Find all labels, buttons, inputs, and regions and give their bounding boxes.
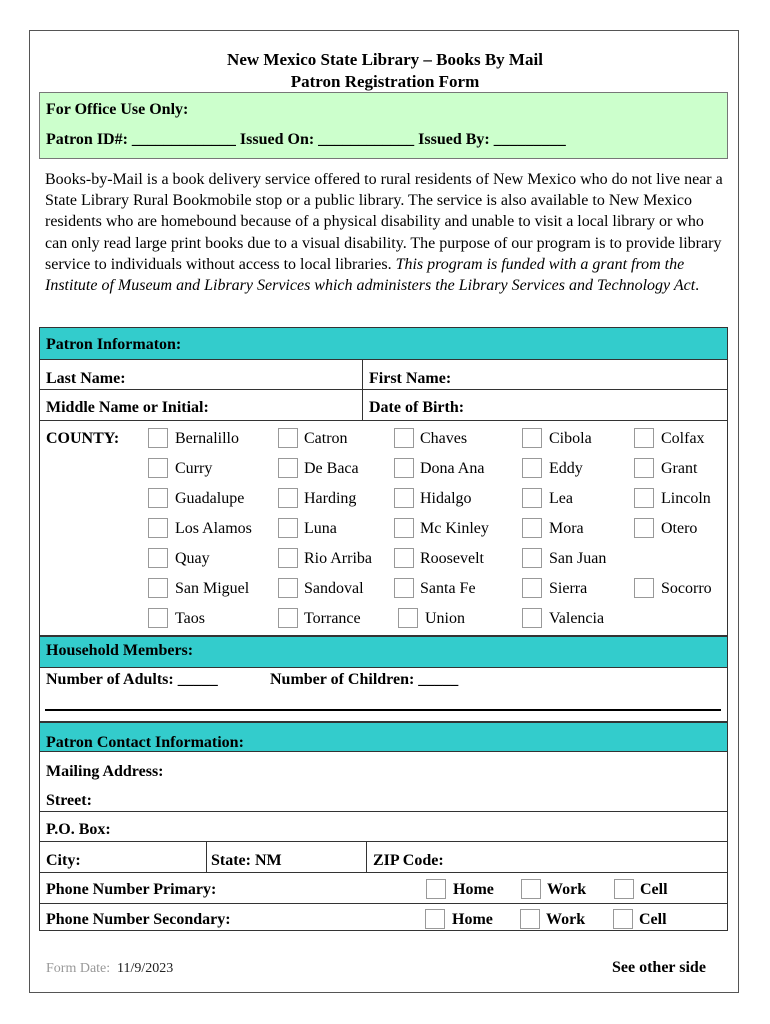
county-label-text: Torrance xyxy=(304,610,361,627)
county-label-text: Socorro xyxy=(661,580,712,597)
last-name-field[interactable]: Last Name: xyxy=(46,370,126,387)
county-label-text: Valencia xyxy=(549,610,605,627)
divider xyxy=(366,841,367,872)
county-checkbox[interactable] xyxy=(522,548,542,568)
county-label-text: Curry xyxy=(175,460,213,477)
county-checkbox[interactable] xyxy=(522,458,542,478)
county-label-text: Mc Kinley xyxy=(420,520,489,537)
county-checkbox[interactable] xyxy=(278,428,298,448)
county-label-text: Otero xyxy=(661,520,698,537)
county-checkbox[interactable] xyxy=(148,608,168,628)
po-box-field[interactable]: P.O. Box: xyxy=(46,821,111,838)
secondary-cell-checkbox[interactable] xyxy=(613,909,633,929)
county-label-text: Lea xyxy=(549,490,573,507)
county-checkbox[interactable] xyxy=(394,518,414,538)
county-label-text: Eddy xyxy=(549,460,583,477)
county-label-text: Grant xyxy=(661,460,698,477)
county-label-text: Sierra xyxy=(549,580,588,597)
county-checkbox[interactable] xyxy=(278,608,298,628)
county-label-text: Guadalupe xyxy=(175,490,245,507)
divider xyxy=(39,420,728,421)
county-checkbox[interactable] xyxy=(522,488,542,508)
county-checkbox[interactable] xyxy=(522,428,542,448)
county-checkbox[interactable] xyxy=(148,518,168,538)
office-use-box xyxy=(39,92,728,159)
county-label-text: De Baca xyxy=(304,460,359,477)
divider xyxy=(39,872,728,873)
county-checkbox[interactable] xyxy=(398,608,418,628)
county-label-text: Lincoln xyxy=(661,490,711,507)
county-checkbox[interactable] xyxy=(522,608,542,628)
county-label: COUNTY: xyxy=(46,430,120,447)
see-other-side: See other side xyxy=(612,959,706,976)
first-name-field[interactable]: First Name: xyxy=(369,370,452,387)
secondary-cell-label: Cell xyxy=(639,911,667,928)
street-field[interactable]: Street: xyxy=(46,792,92,809)
county-label-text: Santa Fe xyxy=(420,580,476,597)
county-checkbox[interactable] xyxy=(634,428,654,448)
county-checkbox[interactable] xyxy=(522,578,542,598)
zip-code-field[interactable]: ZIP Code: xyxy=(373,852,444,869)
household-heading: Household Members: xyxy=(46,642,194,659)
county-label-text: Quay xyxy=(175,550,210,567)
county-checkbox[interactable] xyxy=(394,548,414,568)
office-heading: For Office Use Only: xyxy=(46,101,189,118)
middle-name-field[interactable]: Middle Name or Initial: xyxy=(46,399,209,416)
county-checkbox[interactable] xyxy=(278,548,298,568)
county-label-text: Bernalillo xyxy=(175,430,239,447)
phone-primary-field[interactable]: Phone Number Primary: xyxy=(46,881,217,898)
county-checkbox[interactable] xyxy=(394,428,414,448)
divider xyxy=(39,903,728,904)
county-label-text: Cibola xyxy=(549,430,592,447)
county-checkbox[interactable] xyxy=(278,578,298,598)
form-date-label: Form Date: xyxy=(46,961,111,976)
county-checkbox[interactable] xyxy=(278,518,298,538)
form-subtitle: Patron Registration Form xyxy=(290,72,480,91)
contact-heading: Patron Contact Information: xyxy=(46,734,244,751)
county-checkbox[interactable] xyxy=(634,578,654,598)
intro-text: Books-by-Mail is a book delivery service offered to rural residents of New Mexico who do not live near a State Library Rural Bookmobile stop or a public library. The service is also available to New Mexico residents who are homebound because of a physical disability and unable to visit a local library or who can only read large print books due to a visual disability. The purpose of our program is to provide library service to individuals without access to local libraries. xyxy=(45,171,723,273)
county-checkbox[interactable] xyxy=(148,548,168,568)
secondary-work-label: Work xyxy=(546,911,586,928)
county-label-text: Rio Arriba xyxy=(304,550,372,567)
county-checkbox[interactable] xyxy=(278,488,298,508)
children-field[interactable]: Number of Children: _____ xyxy=(270,671,459,688)
intro-paragraph xyxy=(45,169,730,296)
primary-work-label: Work xyxy=(547,881,587,898)
county-label-text: Mora xyxy=(549,520,584,537)
county-label-text: Colfax xyxy=(661,430,705,447)
state-field: State: NM xyxy=(211,852,282,869)
patron-info-header xyxy=(39,327,728,360)
form-date-value: 11/9/2023 xyxy=(117,961,174,976)
county-checkbox[interactable] xyxy=(148,428,168,448)
county-checkbox[interactable] xyxy=(148,578,168,598)
form-title: New Mexico State Library – Books By Mail xyxy=(227,50,543,69)
contact-header xyxy=(39,722,728,752)
intro-end: . xyxy=(695,277,700,295)
county-label-text: Los Alamos xyxy=(175,520,252,537)
divider xyxy=(39,389,728,390)
primary-work-checkbox[interactable] xyxy=(521,879,541,899)
county-label-text: Chaves xyxy=(420,430,468,447)
office-fields: Patron ID#: _____________ Issued On: ____________ Issued By: _________ xyxy=(46,131,566,148)
divider xyxy=(39,841,728,842)
county-label-text: Hidalgo xyxy=(420,490,472,507)
date-of-birth-field[interactable]: Date of Birth: xyxy=(369,399,465,416)
county-label-text: Sandoval xyxy=(304,580,364,597)
primary-cell-checkbox[interactable] xyxy=(614,879,634,899)
mailing-address-label: Mailing Address: xyxy=(46,763,164,780)
adults-field[interactable]: Number of Adults: _____ xyxy=(46,671,218,688)
secondary-home-label: Home xyxy=(452,911,493,928)
county-label-text: Taos xyxy=(175,610,205,627)
divider xyxy=(39,811,728,812)
county-label-text: Dona Ana xyxy=(420,460,485,477)
county-label-text: San Juan xyxy=(549,550,607,567)
primary-home-checkbox[interactable] xyxy=(426,879,446,899)
county-checkbox[interactable] xyxy=(148,458,168,478)
county-label-text: San Miguel xyxy=(175,580,250,597)
county-checkbox[interactable] xyxy=(394,488,414,508)
county-checkbox[interactable] xyxy=(278,458,298,478)
county-checkbox[interactable] xyxy=(634,518,654,538)
county-checkbox[interactable] xyxy=(394,458,414,478)
phone-secondary-field[interactable]: Phone Number Secondary: xyxy=(46,911,231,928)
contact-frame xyxy=(39,722,728,931)
county-checkbox[interactable] xyxy=(522,518,542,538)
county-label-text: Roosevelt xyxy=(420,550,484,567)
divider xyxy=(206,841,207,872)
county-label-text: Catron xyxy=(304,430,348,447)
secondary-work-checkbox[interactable] xyxy=(520,909,540,929)
county-label-text: Union xyxy=(425,610,465,627)
divider xyxy=(362,360,363,420)
household-header xyxy=(39,636,728,668)
county-checkbox[interactable] xyxy=(634,488,654,508)
county-checkbox[interactable] xyxy=(394,578,414,598)
primary-cell-label: Cell xyxy=(640,881,668,898)
patron-info-heading: Patron Informaton: xyxy=(46,336,182,353)
primary-home-label: Home xyxy=(453,881,494,898)
county-label-text: Luna xyxy=(304,520,337,537)
county-checkbox[interactable] xyxy=(148,488,168,508)
divider xyxy=(45,709,721,711)
city-field[interactable]: City: xyxy=(46,852,81,869)
secondary-home-checkbox[interactable] xyxy=(425,909,445,929)
county-label-text: Harding xyxy=(304,490,357,507)
county-checkbox[interactable] xyxy=(634,458,654,478)
intro-funding-text: This program is funded with a grant from the Institute of Museum and Library Services which administers the Library Services and Technology Act xyxy=(45,255,696,295)
